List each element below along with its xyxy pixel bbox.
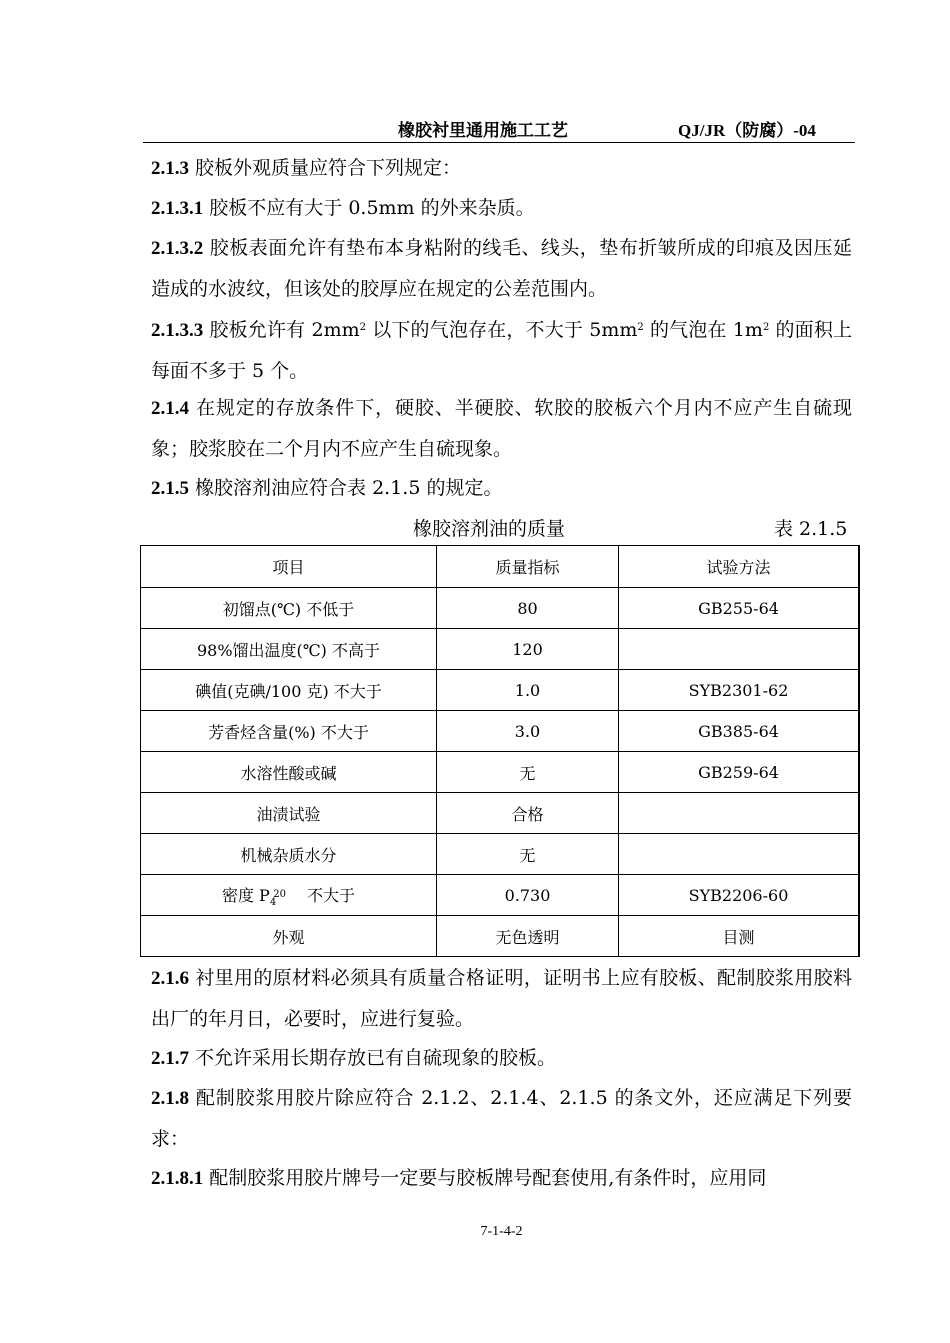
table-cell: 无 — [437, 834, 619, 875]
table-cell: 芳香烃含量(%) 不大于 — [141, 711, 437, 752]
clause-2-1-6 — [151, 958, 852, 1039]
table-cell: SYB2206-60 — [619, 875, 860, 916]
table-cell: 合格 — [437, 793, 619, 834]
table-cell — [619, 793, 860, 834]
clause-text: 胶板不应有大于 0.5mm 的外来杂质。 — [203, 197, 535, 219]
table-cell: 98%馏出温度(℃) 不高于 — [141, 629, 437, 670]
clause-2-1-3-1 — [151, 188, 852, 229]
table-number: 表 2.1.5 — [774, 518, 848, 540]
superscript: 2 — [637, 322, 644, 333]
table-cell: 油渍试验 — [141, 793, 437, 834]
clause-number: 2.1.4 — [151, 398, 189, 419]
table-cell: SYB2301-62 — [619, 670, 860, 711]
clause-2-1-4 — [151, 388, 852, 469]
clause-text-part: 的气泡在 1m — [643, 319, 763, 341]
table-cell: 无 — [437, 752, 619, 793]
clause-number: 2.1.3.3 — [151, 320, 204, 341]
clause-number: 2.1.3.1 — [151, 198, 204, 219]
clause-text: 橡胶溶剂油应符合表 2.1.5 的规定。 — [189, 477, 503, 499]
table-row — [141, 670, 860, 711]
table-cell: 初馏点(℃) 不低于 — [141, 588, 437, 629]
page-header — [143, 112, 855, 143]
table-row — [141, 588, 860, 629]
table-cell: GB259-64 — [619, 752, 860, 793]
header-code: QJ/JR（防腐）-04 — [678, 121, 816, 140]
table-cell: 目测 — [619, 916, 860, 957]
clause-number: 2.1.8.1 — [151, 1168, 204, 1189]
clause-2-1-3 — [151, 148, 852, 189]
table-cell: 机械杂质水分 — [141, 834, 437, 875]
table-caption: 橡胶溶剂油的质量 — [413, 518, 566, 540]
density-label: 密度 P — [221, 885, 270, 905]
clause-text-part: 以下的气泡存在，不大于 5mm — [366, 319, 638, 341]
table-row — [141, 629, 860, 670]
table-row — [141, 752, 860, 793]
clause-2-1-5 — [151, 468, 852, 509]
clause-2-1-8-1 — [151, 1158, 852, 1199]
clause-2-1-3-3 — [151, 308, 852, 391]
clause-text: 不允许采用长期存放已有自硫现象的胶板。 — [189, 1047, 557, 1069]
table-row — [141, 711, 860, 752]
header-cell: 试验方法 — [619, 546, 860, 588]
density-limit: 不大于 — [285, 885, 356, 905]
clause-2-1-3-2 — [151, 228, 852, 309]
density-subscript: 4 — [269, 896, 277, 908]
clause-number: 2.1.3 — [151, 158, 189, 179]
density-superscript: 20 — [273, 888, 286, 900]
table-cell: 无色透明 — [437, 916, 619, 957]
table-row — [141, 916, 860, 957]
clause-text: 在规定的存放条件下，硬胶、半硬胶、软胶的胶板六个月内不应产生自硫现象；胶浆胶在二个月内不应产生自硫现象。 — [151, 397, 852, 460]
clause-number: 2.1.5 — [151, 478, 189, 499]
solvent-oil-quality-table — [140, 545, 860, 957]
table-cell: 1.0 — [437, 670, 619, 711]
page-number: 7-1-4-2 — [480, 1224, 523, 1239]
table-cell: 80 — [437, 588, 619, 629]
density-cell — [141, 875, 437, 916]
table-cell: GB385-64 — [619, 711, 860, 752]
clause-2-1-8 — [151, 1078, 852, 1159]
table-cell: 3.0 — [437, 711, 619, 752]
clause-text: 胶板外观质量应符合下列规定： — [189, 157, 462, 179]
table-cell — [619, 629, 860, 670]
clause-text: 配制胶浆用胶片牌号一定要与胶板牌号配套使用,有条件时，应用同 — [203, 1167, 767, 1189]
clause-text: 配制胶浆用胶片除应符合 2.1.2、2.1.4、2.1.5 的条文外，还应满足下列要求： — [151, 1087, 852, 1150]
table-cell: 水溶性酸或碱 — [141, 752, 437, 793]
clause-text-part: 的面积上每面不多于 5 个。 — [151, 319, 853, 382]
clause-text: 衬里用的原材料必须具有质量合格证明，证明书上应有胶板、配制胶浆用胶料出厂的年月日，必要时，应进行复验。 — [151, 967, 852, 1030]
table-cell: GB255-64 — [619, 588, 860, 629]
table-cell: 0.730 — [437, 875, 619, 916]
table-cell: 外观 — [141, 916, 437, 957]
table-header-row — [141, 546, 860, 588]
superscript: 2 — [762, 322, 770, 333]
table-cell: 120 — [437, 629, 619, 670]
table-cell — [619, 834, 860, 875]
superscript: 2 — [359, 322, 366, 333]
clause-number: 2.1.6 — [151, 968, 189, 989]
table-row — [141, 875, 860, 916]
header-cell: 质量指标 — [437, 546, 619, 588]
clause-number: 2.1.8 — [151, 1088, 189, 1109]
table-row — [141, 834, 860, 875]
table-row — [141, 793, 860, 834]
header-cell: 项目 — [141, 546, 437, 588]
header-title: 橡胶衬里通用施工工艺 — [398, 121, 568, 141]
clause-number: 2.1.3.2 — [151, 238, 204, 259]
clause-number: 2.1.7 — [151, 1048, 189, 1069]
clause-2-1-7 — [151, 1038, 852, 1079]
table-cell: 碘值(克碘/100 克) 不大于 — [141, 670, 437, 711]
clause-text: 胶板表面允许有垫布本身粘附的线毛、线头，垫布折皱所成的印痕及因压延造成的水波纹，但该处的胶厚应在规定的公差范围内。 — [151, 237, 852, 300]
clause-text-part: 胶板允许有 2mm — [203, 319, 360, 341]
